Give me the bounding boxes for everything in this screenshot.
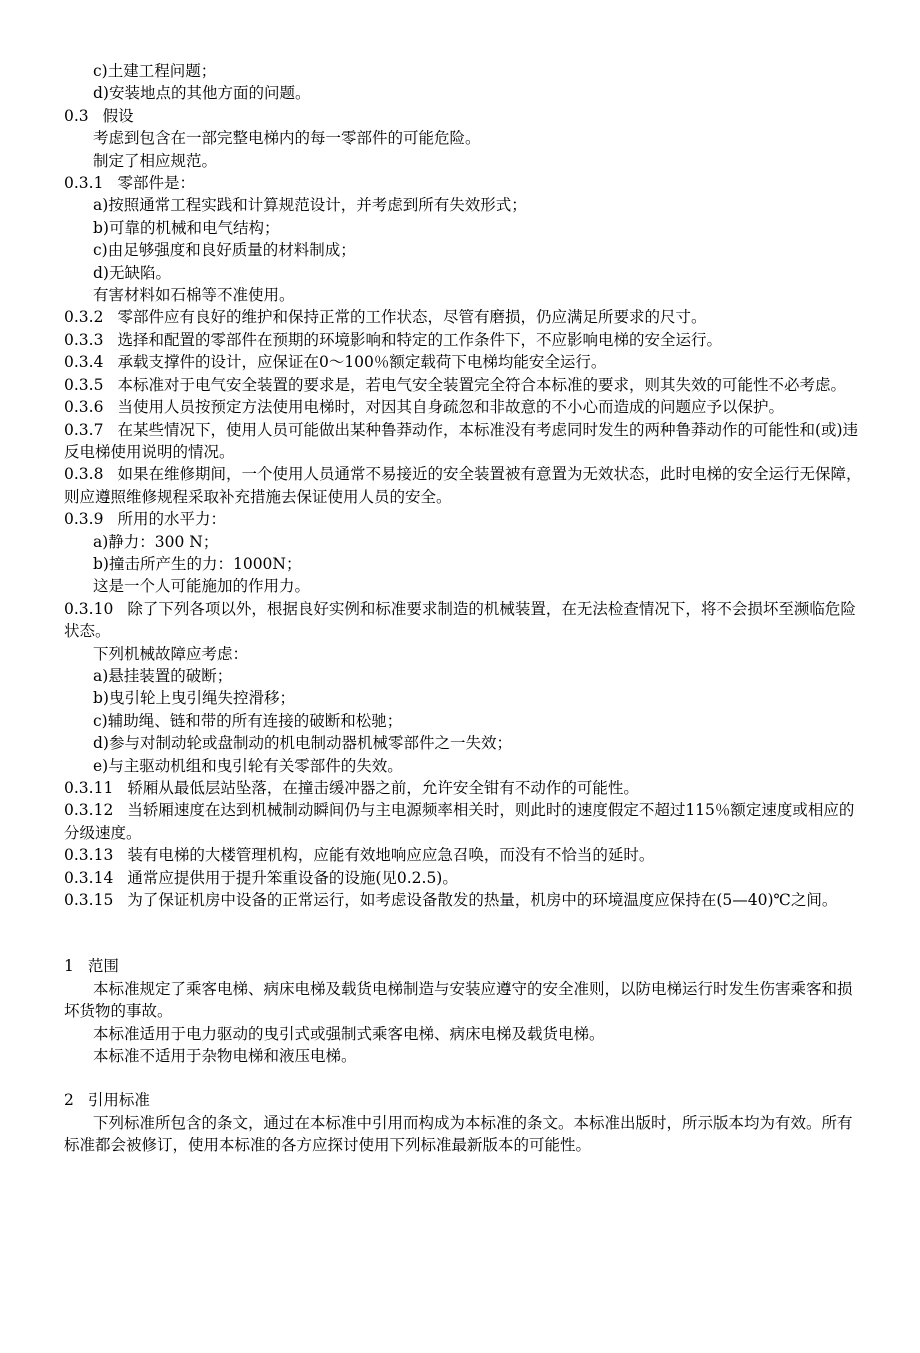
- clause-line: [0, 396, 864, 418]
- line-text: 本标准规定了乘客电梯、病床电梯及载货电梯制造与安装应遵守的安全准则，以防电梯运行时发生伤害乘客和损坏货物的事故。: [64, 979, 853, 1021]
- text-line: [0, 60, 920, 82]
- clause-number: 0.3.6: [64, 398, 104, 417]
- text-line: [0, 1045, 920, 1067]
- clause-number: 0.3.11: [64, 779, 114, 797]
- clause-line: [0, 508, 920, 530]
- line-text: 下列机械故障应考虑：: [93, 644, 249, 663]
- line-text: d)无缺陷。: [93, 263, 171, 282]
- clause-line: [0, 1089, 920, 1111]
- line-text: 这是一个人可能施加的作用力。: [93, 577, 311, 596]
- text-line: [0, 82, 920, 104]
- line-text: 零部件应有良好的维护和保持正常的工作状态，尽管有磨损，仍应满足所要求的尺寸。: [117, 308, 707, 327]
- text-line: [0, 262, 920, 284]
- text-line: [0, 284, 920, 306]
- line-text: 在某些情况下，使用人员可能做出某种鲁莽动作，本标准没有考虑同时发生的两种鲁莽动作的可能性和(或)违反电梯使用说明的情况。: [64, 420, 859, 461]
- line-text: 范围: [87, 957, 119, 976]
- line-text: 假设: [102, 106, 134, 125]
- line-text: e)与主驱动机组和曳引轮有关零部件的失效。: [93, 756, 403, 775]
- text-line: [0, 710, 920, 732]
- clause-number: 0.3.13: [64, 846, 114, 865]
- clause-line: [0, 799, 864, 844]
- clause-number: 0.3.1: [64, 174, 104, 193]
- spacer: [0, 911, 920, 955]
- clause-line: [0, 351, 920, 373]
- clause-number: 0.3.12: [64, 801, 114, 820]
- line-text: 零部件是：: [117, 174, 195, 193]
- line-text: a)按照通常工程实践和计算规范设计，并考虑到所有失效形式；: [93, 196, 527, 215]
- line-text: a)悬挂装置的破断；: [93, 666, 233, 685]
- text-line: [0, 194, 920, 216]
- text-line: [0, 687, 920, 709]
- line-text: c)由足够强度和良好质量的材料制成；: [93, 241, 356, 260]
- clause-line: [0, 172, 920, 194]
- text-line: [0, 1112, 864, 1157]
- clause-line: [0, 598, 864, 643]
- text-line: [0, 575, 920, 597]
- clause-number: 0.3.5: [64, 375, 104, 394]
- line-text: 引用标准: [87, 1091, 150, 1110]
- line-text: 装有电梯的大楼管理机构，应能有效地响应应急召唤，而没有不恰当的延时。: [127, 846, 655, 865]
- line-text: c)辅助绳、链和带的所有连接的破断和松驰；: [93, 711, 403, 730]
- clause-line: [0, 419, 864, 464]
- text-line: [0, 978, 864, 1023]
- clause-line: [0, 105, 920, 127]
- clause-line: [0, 329, 920, 351]
- clause-line: [0, 844, 920, 866]
- line-text: 本标准不适用于杂物电梯和液压电梯。: [93, 1047, 357, 1066]
- clause-number: 0.3.10: [64, 599, 114, 618]
- clause-number: 1: [64, 957, 74, 976]
- line-text: c)土建工程问题；: [93, 62, 217, 80]
- clause-number: 0.3.9: [64, 510, 104, 529]
- line-text: 选择和配置的零部件在预期的环境影响和特定的工作条件下，不应影响电梯的安全运行。: [117, 330, 722, 349]
- line-text: 本标准对于电气安全装置的要求是，若电气安全装置完全符合本标准的要求，则其失效的可能性不必考虑。: [117, 375, 846, 394]
- line-text: 当轿厢速度在达到机械制动瞬间仍与主电源频率相关时，则此时的速度假定不超过115％额定速度或相应的分级速度。: [64, 801, 855, 842]
- line-text: b)撞击所产生的力：1000N；: [93, 554, 302, 573]
- line-text: 除了下列各项以外，根据良好实例和标准要求制造的机械装置，在无法检查情况下，将不会损坏至濒临危险状态。: [64, 599, 856, 641]
- text-line: [0, 217, 920, 239]
- line-text: 本标准适用于电力驱动的曳引式或强制式乘客电梯、病床电梯及载货电梯。: [93, 1024, 605, 1043]
- clause-number: 0.3.3: [64, 330, 104, 349]
- line-text: 轿厢从最低层站坠落，在撞击缓冲器之前，允许安全钳有不动作的可能性。: [127, 779, 639, 797]
- clause-line: [0, 463, 864, 508]
- clause-line: [0, 867, 920, 889]
- line-text: 通常应提供用于提升笨重设备的设施(见0.2.5)。: [127, 868, 458, 887]
- line-text: a)静力：300 N；: [93, 532, 219, 551]
- clause-line: [0, 374, 864, 396]
- text-line: [0, 553, 920, 575]
- line-text: 所用的水平力：: [117, 510, 226, 529]
- line-text: 为了保证机房中设备的正常运行，如考虑设备散发的热量，机房中的环境温度应保持在(5—40)℃之间。: [127, 891, 838, 910]
- line-text: 如果在维修期间，一个使用人员通常不易接近的安全装置被有意置为无效状态，此时电梯的安全运行无保障，则应遵照维修规程采取补充措施去保证使用人员的安全。: [64, 465, 862, 506]
- line-text: d)安装地点的其他方面的问题。: [93, 84, 311, 103]
- text-line: [0, 643, 920, 665]
- clause-number: 0.3: [64, 106, 89, 125]
- text-line: [0, 1023, 920, 1045]
- line-text: b)曳引轮上曳引绳失控滑移；: [93, 689, 295, 708]
- text-line: [0, 150, 920, 172]
- line-text: 制定了相应规范。: [93, 151, 218, 170]
- line-text: b)可靠的机械和电气结构；: [93, 218, 280, 237]
- document-page: [0, 60, 920, 1157]
- clause-number: 0.3.15: [64, 891, 114, 910]
- clause-line: [0, 889, 864, 911]
- clause-number: 0.3.2: [64, 308, 104, 327]
- clause-line: [0, 777, 920, 799]
- clause-line: [0, 306, 920, 328]
- text-line: [0, 732, 920, 754]
- spacer: [0, 1067, 920, 1089]
- line-text: 考虑到包含在一部完整电梯内的每一零部件的可能危险。: [93, 129, 481, 148]
- clause-line: [0, 955, 920, 977]
- text-line: [0, 127, 920, 149]
- text-line: [0, 665, 920, 687]
- line-text: 有害材料如石棉等不准使用。: [93, 286, 295, 305]
- text-line: [0, 239, 920, 261]
- line-text: 承载支撑件的设计，应保证在0～100％额定载荷下电梯均能安全运行。: [117, 353, 607, 372]
- line-text: d)参与对制动轮或盘制动的机电制动器机械零部件之一失效；: [93, 734, 512, 753]
- clause-number: 0.3.7: [64, 420, 104, 439]
- line-text: 当使用人员按预定方法使用电梯时，对因其自身疏忽和非故意的不小心而造成的问题应予以保护。: [117, 398, 784, 417]
- text-line: [0, 531, 920, 553]
- clause-number: 0.3.14: [64, 868, 114, 887]
- clause-number: 2: [64, 1091, 74, 1110]
- text-line: [0, 755, 920, 777]
- clause-number: 0.3.4: [64, 353, 104, 372]
- clause-number: 0.3.8: [64, 465, 104, 484]
- line-text: 下列标准所包含的条文，通过在本标准中引用而构成为本标准的条文。本标准出版时，所示版本均为有效。所有标准都会被修订，使用本标准的各方应探讨使用下列标准最新版本的可能性。: [64, 1113, 853, 1155]
